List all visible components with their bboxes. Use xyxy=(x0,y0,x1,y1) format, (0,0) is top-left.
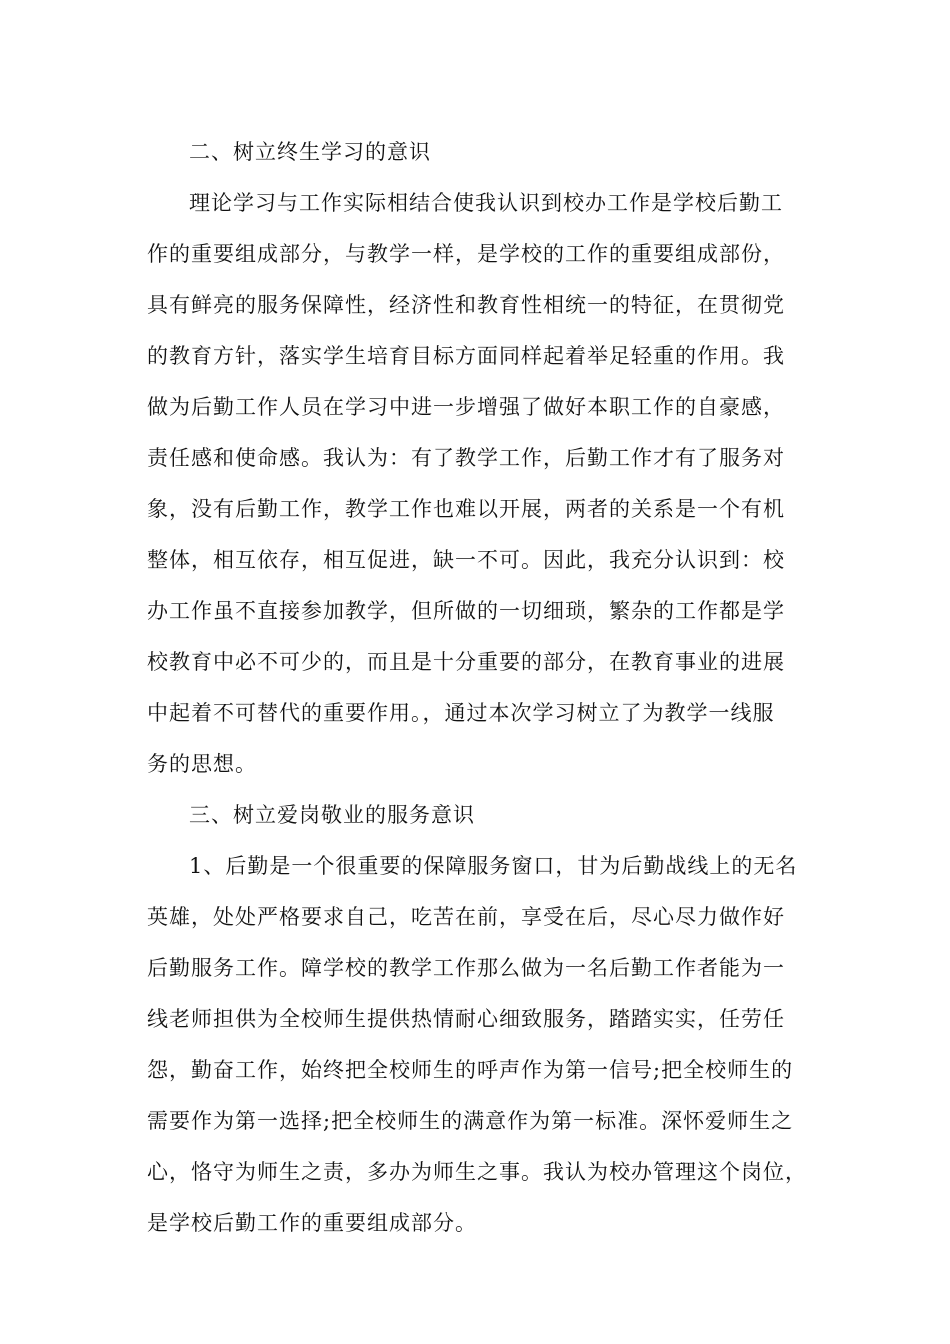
paragraph-1-line: 校教育中必不可少的，而且是十分重要的部分，在教育事业的进展 xyxy=(147,650,785,674)
paragraph-1-line: 办工作虽不直接参加教学，但所做的一切细琐，繁杂的工作都是学 xyxy=(147,599,785,623)
paragraph-2-line: 后勤服务工作。障学校的教学工作那么做为一名后勤工作者能为一 xyxy=(147,956,785,980)
paragraph-1-line: 整体，相互依存，相互促进，缺一不可。因此，我充分认识到：校 xyxy=(147,548,785,572)
paragraph-2-line: 是学校后勤工作的重要组成部分。 xyxy=(147,1211,477,1235)
paragraph-2-line: 心，恪守为师生之责，多办为师生之事。我认为校办管理这个岗位， xyxy=(147,1160,807,1184)
paragraph-2-line: 需要作为第一选择;把全校师生的满意作为第一标准。深怀爱师生之 xyxy=(147,1109,794,1133)
paragraph-2-line: 1、后勤是一个很重要的保障服务窗口，甘为后勤战线上的无名 xyxy=(189,854,798,878)
paragraph-1-line: 中起着不可替代的重要作用。，通过本次学习树立了为教学一线服 xyxy=(147,701,775,725)
paragraph-1-line: 的教育方针，落实学生培育目标方面同样起着举足轻重的作用。我 xyxy=(147,344,785,368)
paragraph-1-line: 象，没有后勤工作，教学工作也难以开展，两者的关系是一个有机 xyxy=(147,497,785,521)
paragraph-2-line: 怨，勤奋工作，始终把全校师生的呼声作为第一信号;把全校师生的 xyxy=(147,1058,794,1082)
paragraph-1-line: 具有鲜亮的服务保障性，经济性和教育性相统一的特征，在贯彻党 xyxy=(147,293,785,317)
section-heading-2: 二、树立终生学习的意识 xyxy=(189,140,431,164)
paragraph-2-line: 英雄，处处严格要求自己，吃苦在前，享受在后，尽心尽力做作好 xyxy=(147,905,785,929)
document-body xyxy=(147,127,819,1249)
paragraph-1-line: 务的思想。 xyxy=(147,752,257,776)
paragraph-1-line: 做为后勤工作人员在学习中进一步增强了做好本职工作的自豪感， xyxy=(147,395,785,419)
paragraph-1-line: 责任感和使命感。我认为：有了教学工作，后勤工作才有了服务对 xyxy=(147,446,785,470)
paragraph-1-line: 作的重要组成部分，与教学一样，是学校的工作的重要组成部份， xyxy=(147,242,785,266)
section-heading-3: 三、树立爱岗敬业的服务意识 xyxy=(189,803,475,827)
paragraph-1-line: 理论学习与工作实际相结合使我认识到校办工作是学校后勤工 xyxy=(189,191,783,215)
paragraph-2-line: 线老师担供为全校师生提供热情耐心细致服务，踏踏实实，任劳任 xyxy=(147,1007,785,1031)
